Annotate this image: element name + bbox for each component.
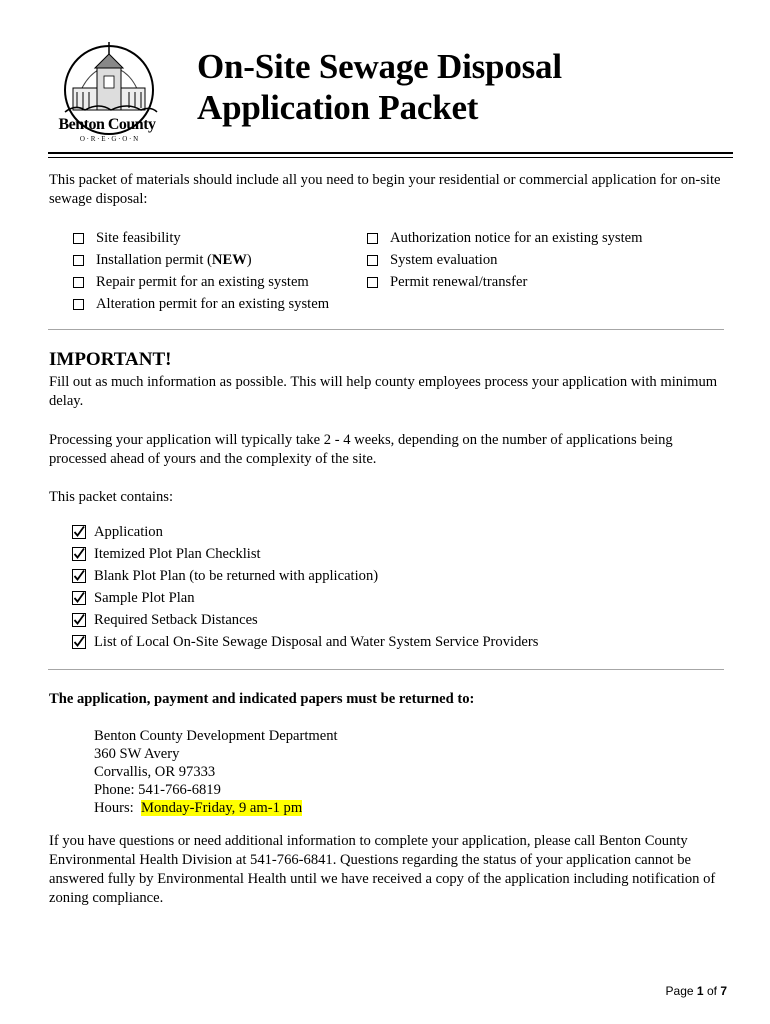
option-alteration-permit[interactable]: Alteration permit for an existing system xyxy=(73,293,329,315)
section-divider xyxy=(48,329,724,330)
section-divider xyxy=(48,669,724,670)
checked-box-icon xyxy=(72,547,86,561)
hours-highlight: Monday-Friday, 9 am-1 pm xyxy=(141,800,303,816)
contents-item: Blank Plot Plan (to be returned with application) xyxy=(72,565,538,587)
closing-paragraph: If you have questions or need additional information to complete your application, please call Benton County Environmental Health Division at 541-766-6841. Questions regarding the status of your application cannot be answered fully by Environmental Health until we have received a copy of the application including notification of zoning compliance. xyxy=(49,833,716,906)
checkbox-empty[interactable] xyxy=(73,233,84,244)
contents-item: List of Local On-Site Sewage Disposal and Water System Service Providers xyxy=(72,631,538,653)
street-address: 360 SW Avery xyxy=(94,746,180,762)
office-hours: Hours: Monday-Friday, 9 am-1 pm xyxy=(94,800,303,816)
important-paragraph-2: Processing your application will typically take 2 - 4 weeks, depending on the number of applications being processed ahead of yours and the complexity of the site. xyxy=(49,432,673,467)
header-divider xyxy=(48,152,733,158)
application-options-left xyxy=(73,227,329,315)
contents-item: Itemized Plot Plan Checklist xyxy=(72,543,538,565)
checkbox-empty[interactable] xyxy=(367,255,378,266)
checkbox-empty[interactable] xyxy=(73,255,84,266)
option-permit-renewal[interactable]: Permit renewal/transfer xyxy=(367,271,643,293)
checkbox-empty[interactable] xyxy=(367,233,378,244)
option-installation-permit[interactable]: Installation permit (NEW) xyxy=(73,249,329,271)
checked-box-icon xyxy=(72,569,86,583)
checked-box-icon xyxy=(72,525,86,539)
checked-box-icon xyxy=(72,613,86,627)
svg-text:Benton County: Benton County xyxy=(58,116,156,133)
checked-box-icon xyxy=(72,591,86,605)
packet-contains-label: This packet contains: xyxy=(49,489,174,505)
intro-paragraph: This packet of materials should include all you need to begin your residential or commercial application for on-site sewage disposal: xyxy=(49,172,721,207)
checkbox-empty[interactable] xyxy=(367,277,378,288)
department-name: Benton County Development Department xyxy=(94,728,338,744)
option-system-evaluation[interactable]: System evaluation xyxy=(367,249,643,271)
benton-county-logo xyxy=(47,40,167,146)
contents-item: Required Setback Distances xyxy=(72,609,538,631)
important-paragraph-1: Fill out as much information as possible. This will help county employees process your application with minimum delay. xyxy=(49,374,718,409)
phone-number: Phone: 541-766-6819 xyxy=(94,782,221,798)
return-address xyxy=(94,727,338,817)
important-heading: IMPORTANT! xyxy=(49,349,172,370)
title-line-2: Application Packet xyxy=(197,88,479,127)
checked-box-icon xyxy=(72,635,86,649)
svg-text:O · R · E · G · O · N: O · R · E · G · O · N xyxy=(79,135,139,143)
city-state-zip: Corvallis, OR 97333 xyxy=(94,764,216,780)
option-repair-permit[interactable]: Repair permit for an existing system xyxy=(73,271,329,293)
option-site-feasibility[interactable]: Site feasibility xyxy=(73,227,329,249)
packet-contents-list xyxy=(72,521,538,653)
return-heading: The application, payment and indicated papers must be returned to: xyxy=(49,691,475,707)
page-number: Page 1 of 7 xyxy=(665,984,727,998)
application-options-right xyxy=(367,227,643,293)
title-line-1: On-Site Sewage Disposal xyxy=(197,47,562,86)
contents-item: Sample Plot Plan xyxy=(72,587,538,609)
checkbox-empty[interactable] xyxy=(73,299,84,310)
checkbox-empty[interactable] xyxy=(73,277,84,288)
option-authorization-notice[interactable]: Authorization notice for an existing system xyxy=(367,227,643,249)
page-title xyxy=(197,46,562,128)
contents-item: Application xyxy=(72,521,538,543)
